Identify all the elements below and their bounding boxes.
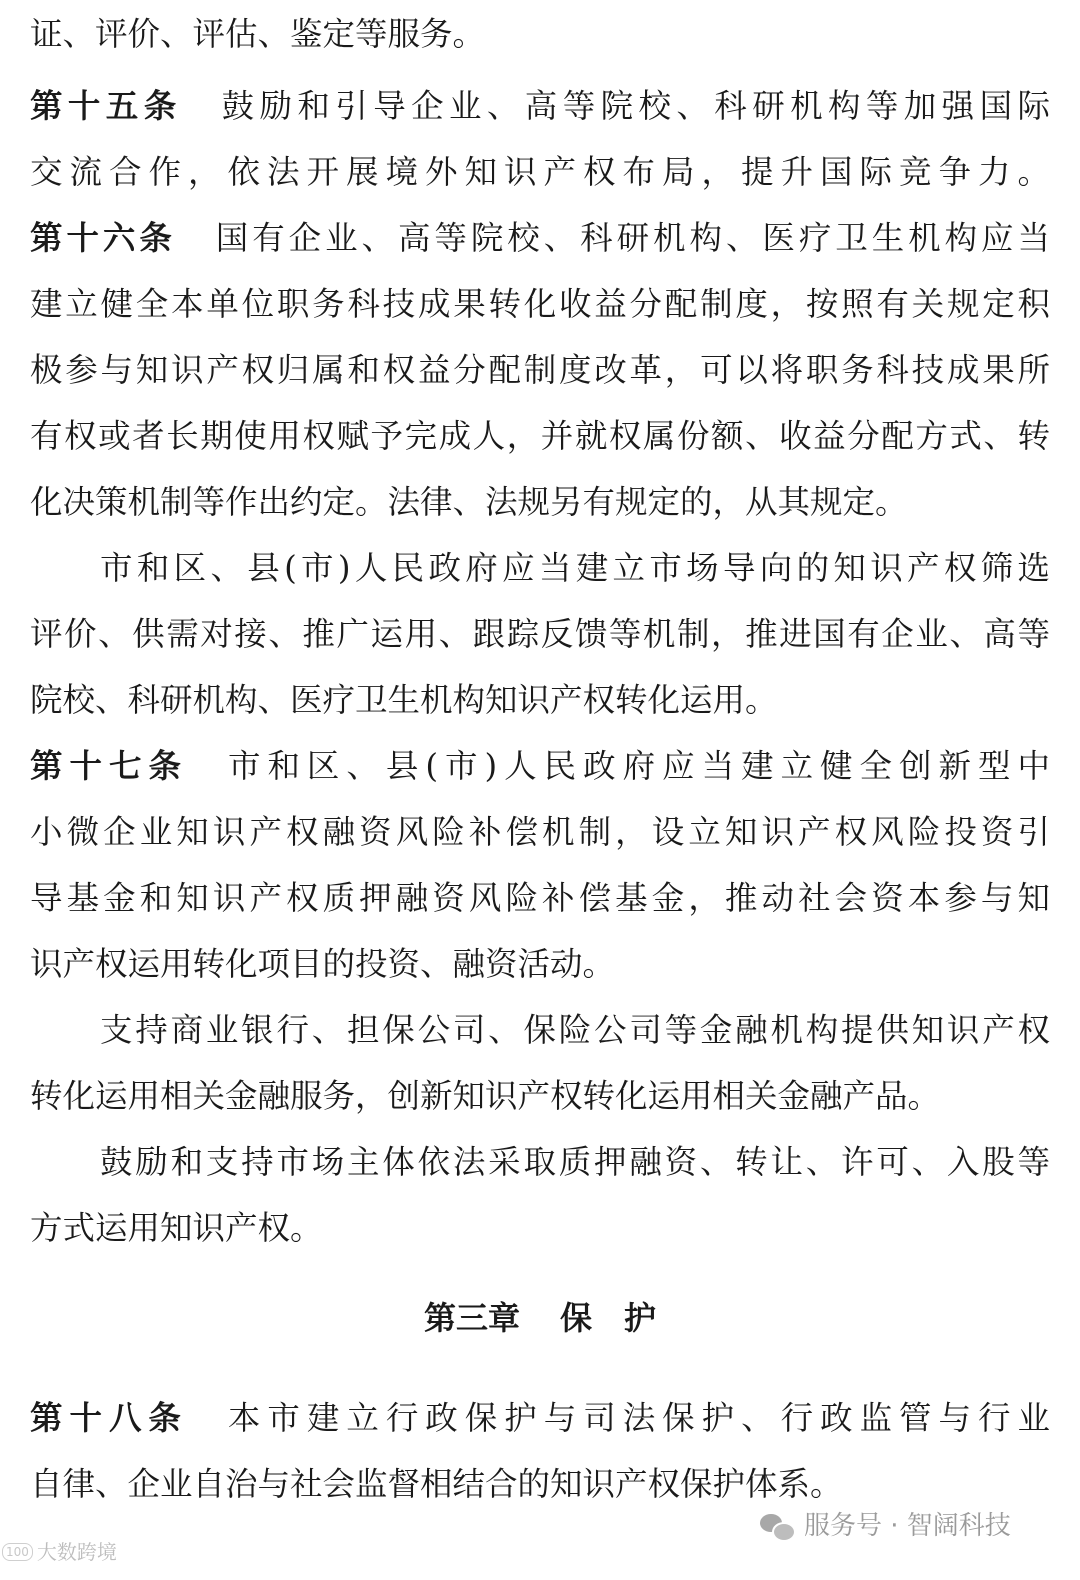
- text-line: 证、评价、评估、鉴定等服务。: [30, 15, 486, 53]
- text-line: 支持商业银行、担保公司、保险公司等金融机构提供知识产权: [100, 1011, 1050, 1049]
- chapter-title-char: 护: [624, 1299, 657, 1337]
- text-line: 交流合作，依法开展境外知识产权布局，提升国际竞争力。: [30, 153, 1050, 191]
- article-17-paragraph: [30, 746, 1050, 786]
- article-number: 第十八条: [30, 1399, 188, 1437]
- wechat-watermark: [760, 1506, 1011, 1546]
- watermark-text: 服务号 · 智阔科技: [804, 1511, 1011, 1541]
- text-line: 极参与知识产权归属和权益分配制度改革，可以将职务科技成果所: [30, 351, 1050, 389]
- chapter-title-char: 保: [559, 1299, 592, 1337]
- article-15-paragraph: [30, 86, 1050, 126]
- brand-logo-icon: 100: [2, 1543, 33, 1561]
- text-line: 鼓励和支持市场主体依法采取质押融资、转让、许可、入股等: [100, 1143, 1050, 1181]
- article-number: 第十六条: [30, 219, 176, 257]
- text-line: 小微企业知识产权融资风险补偿机制，设立知识产权风险投资引: [30, 813, 1050, 851]
- chapter-number: 第三章: [423, 1299, 520, 1337]
- article-18-paragraph: [30, 1398, 1050, 1438]
- text-line: 院校、科研机构、医疗卫生机构知识产权转化运用。: [30, 681, 778, 719]
- text-line: 自律、企业自治与社会监督相结合的知识产权保护体系。: [30, 1465, 843, 1503]
- text-line: 识产权运用转化项目的投资、融资活动。: [30, 945, 616, 983]
- wechat-icon: [760, 1512, 794, 1540]
- text-line: 评价、供需对接、推广运用、跟踪反馈等机制，推进国有企业、高等: [30, 615, 1050, 653]
- text-line: 鼓励和引导企业、高等院校、科研机构等加强国际: [221, 87, 1050, 125]
- article-16-paragraph: [30, 218, 1050, 258]
- text-line: 方式运用知识产权。: [30, 1209, 323, 1247]
- text-line: 建立健全本单位职务科技成果转化收益分配制度，按照有关规定积: [30, 285, 1050, 323]
- source-watermark: [2, 1535, 117, 1569]
- text-line: 有权或者长期使用权赋予完成人，并就权属份额、收益分配方式、转: [30, 417, 1050, 455]
- text-line: 化决策机制等作出约定。法律、法规另有规定的，从其规定。: [30, 483, 908, 521]
- article-number: 第十五条: [30, 87, 182, 125]
- text-line: 市和区、县(市)人民政府应当建立市场导向的知识产权筛选: [100, 549, 1050, 587]
- text-line: 本市建立行政保护与司法保护、行政监管与行业: [227, 1399, 1050, 1437]
- article-number: 第十七条: [30, 747, 188, 785]
- text-line: 转化运用相关金融服务，创新知识产权转化运用相关金融产品。: [30, 1077, 941, 1115]
- watermark-text: 大数跨境: [36, 1540, 117, 1564]
- text-line: 市和区、县(市)人民政府应当建立健全创新型中: [227, 747, 1050, 785]
- text-line: 国有企业、高等院校、科研机构、医疗卫生机构应当: [215, 219, 1050, 257]
- text-line: 导基金和知识产权质押融资风险补偿基金，推动社会资本参与知: [30, 879, 1050, 917]
- chapter-heading: [0, 1298, 1080, 1338]
